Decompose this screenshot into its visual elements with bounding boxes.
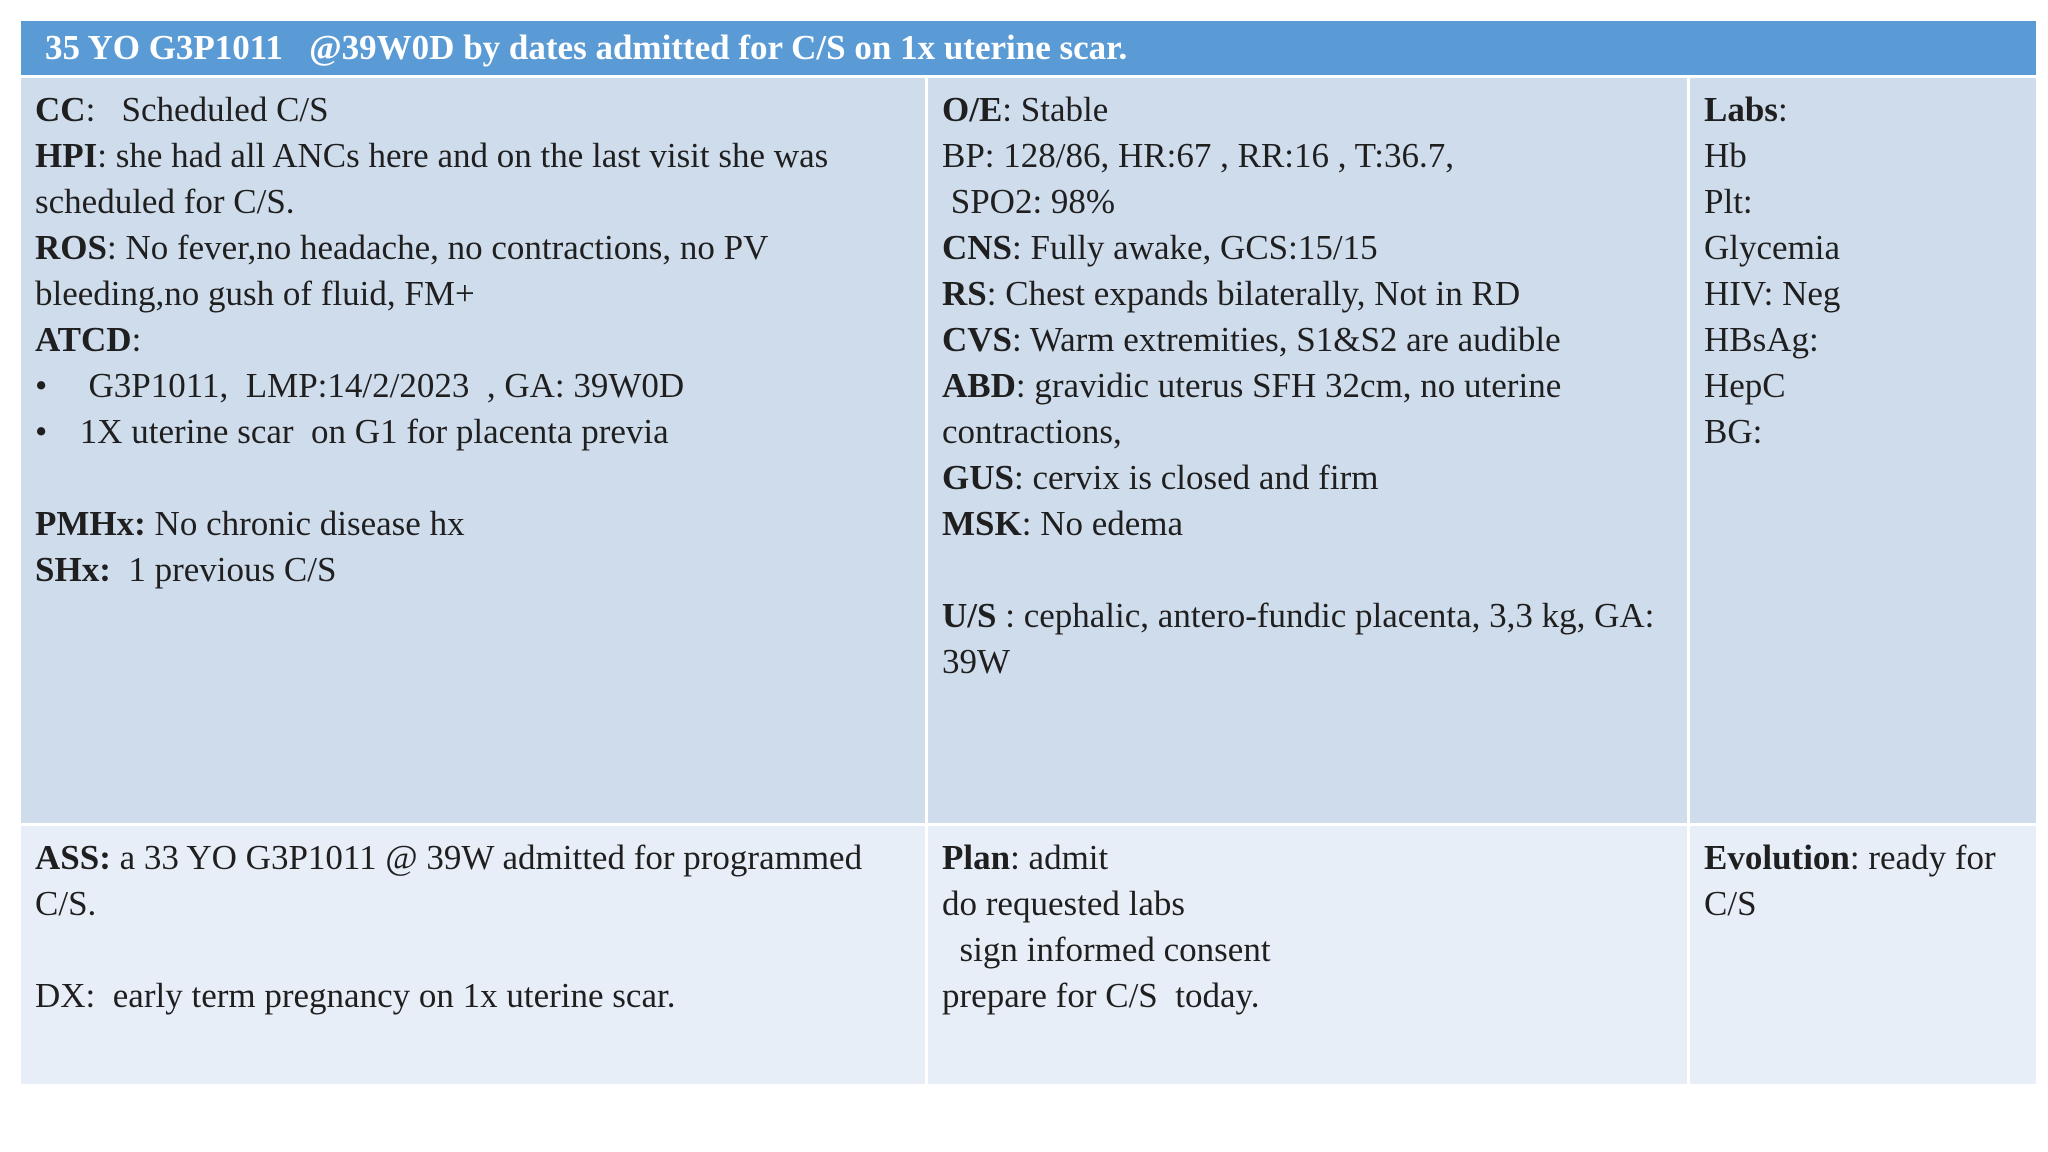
summary-row — [21, 826, 2036, 1084]
lab-item: HBsAg: — [1704, 320, 1819, 359]
rs-label: RS — [942, 274, 987, 313]
lab-item: HIV: Neg — [1704, 274, 1841, 313]
ros-line — [35, 225, 911, 317]
cc-line — [35, 87, 911, 133]
atcd-line — [35, 317, 911, 363]
evolution-label: Evolution — [1704, 838, 1850, 877]
labs-colon: : — [1777, 90, 1788, 129]
cc-label: CC — [35, 90, 86, 129]
lab-item: Plt: — [1704, 182, 1753, 221]
evolution-line — [1704, 835, 2022, 927]
us-label: U/S — [942, 596, 997, 635]
gus-line — [942, 455, 1673, 501]
atcd-item-text: G3P1011, LMP:14/2/2023 , GA: 39W0D — [71, 366, 685, 405]
plan-item: sign informed consent — [942, 930, 1271, 969]
labs-cell — [1690, 78, 2036, 823]
findings-row — [21, 78, 2036, 826]
hpi-line — [35, 133, 911, 225]
plan-cell — [928, 826, 1690, 1084]
gus-label: GUS — [942, 458, 1014, 497]
atcd-item-text: 1X uterine scar on G1 for placenta previa — [71, 412, 669, 451]
atcd-item — [35, 409, 911, 455]
cc-text: : Scheduled C/S — [85, 90, 329, 129]
labs-label: Labs — [1704, 90, 1778, 129]
shx-text: 1 previous C/S — [110, 550, 337, 589]
lab-item: Hb — [1704, 136, 1747, 175]
oe-line — [942, 87, 1673, 133]
lab-item: BG: — [1704, 412, 1763, 451]
cns-text: : Fully awake, GCS:15/15 — [1012, 228, 1378, 267]
atcd-item — [35, 363, 911, 409]
msk-text: : No edema — [1021, 504, 1184, 543]
us-line — [942, 593, 1673, 685]
shx-label: SHx: — [35, 550, 111, 589]
plan-text: : admit — [1010, 838, 1109, 877]
hpi-text: : she had all ANCs here and on the last visit she was scheduled for C/S. — [35, 136, 829, 221]
ros-text: : No fever,no headache, no contractions, no PV bleeding,no gush of fluid, FM+ — [35, 228, 768, 313]
plan-item: do requested labs — [942, 884, 1185, 923]
shx-line — [35, 547, 911, 593]
labs-heading — [1704, 87, 2022, 133]
ros-label: ROS — [35, 228, 107, 267]
abd-label: ABD — [942, 366, 1016, 405]
cvs-label: CVS — [942, 320, 1013, 359]
plan-item: prepare for C/S today. — [942, 976, 1260, 1015]
hpi-label: HPI — [35, 136, 98, 175]
vitals-line: SPO2: 98% — [942, 182, 1116, 221]
rs-text: : Chest expands bilaterally, Not in RD — [986, 274, 1521, 313]
pmhx-text: No chronic disease hx — [145, 504, 465, 543]
spacer — [35, 927, 911, 973]
case-title: 35 YO G3P1011 @39W0D by dates admitted for C/S on 1x uterine scar. — [21, 21, 2036, 78]
exam-cell — [928, 78, 1690, 823]
rs-line — [942, 271, 1673, 317]
atcd-label: ATCD — [35, 320, 132, 359]
assessment-line — [35, 835, 911, 927]
msk-label: MSK — [942, 504, 1022, 543]
assessment-cell — [21, 826, 928, 1084]
cvs-line — [942, 317, 1673, 363]
diagnosis-line: DX: early term pregnancy on 1x uterine scar. — [35, 976, 676, 1015]
abd-line — [942, 363, 1673, 455]
lab-item: HepC — [1704, 366, 1786, 405]
plan-label: Plan — [942, 838, 1011, 877]
abd-text: : gravidic uterus SFH 32cm, no uterine contractions, — [942, 366, 1562, 451]
plan-line — [942, 835, 1673, 881]
pmhx-label: PMHx: — [35, 504, 146, 543]
assessment-text: a 33 YO G3P1011 @ 39W admitted for programmed C/S. — [35, 838, 863, 923]
atcd-colon: : — [131, 320, 142, 359]
bullet-icon: • — [35, 412, 48, 451]
bullet-icon: • — [35, 366, 48, 405]
msk-line — [942, 501, 1673, 547]
oe-label: O/E — [942, 90, 1003, 129]
clinical-case-table — [21, 21, 2036, 1084]
cns-line — [942, 225, 1673, 271]
cns-label: CNS — [942, 228, 1013, 267]
lab-item: Glycemia — [1704, 228, 1841, 267]
gus-text: : cervix is closed and firm — [1013, 458, 1379, 497]
assessment-label: ASS: — [35, 838, 111, 877]
history-cell — [21, 78, 928, 823]
us-text: : cephalic, antero-fundic placenta, 3,3 kg, GA: 39W — [942, 596, 1655, 681]
spacer — [942, 547, 1673, 593]
evolution-text: : ready for C/S — [1704, 838, 1996, 923]
spacer — [35, 455, 911, 501]
cvs-text: : Warm extremities, S1&S2 are audible — [1012, 320, 1561, 359]
oe-text: : Stable — [1002, 90, 1109, 129]
vitals-line: BP: 128/86, HR:67 , RR:16 , T:36.7, — [942, 136, 1454, 175]
pmhx-line — [35, 501, 911, 547]
evolution-cell — [1690, 826, 2036, 1084]
